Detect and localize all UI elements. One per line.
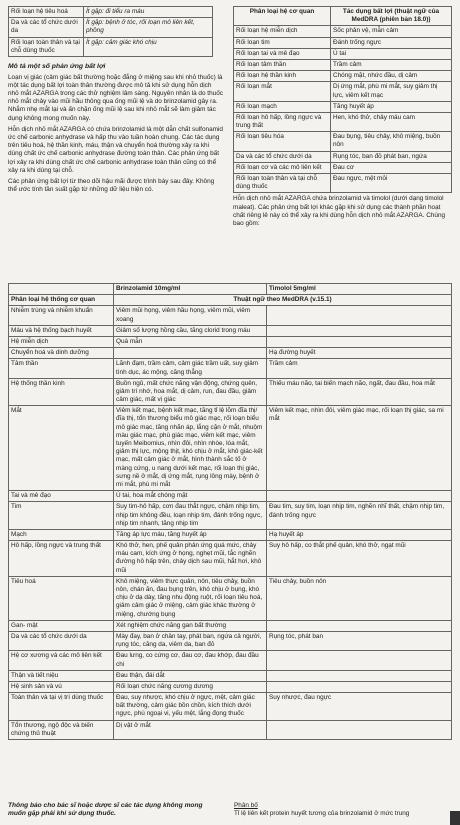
table-row — [9, 491, 452, 502]
cell-brinz: Giảm số lượng hồng cầu, tăng clorid trong máu — [114, 325, 267, 336]
table-row: Rối loạn tiêu hóa Đau bụng, tiêu chảy, khô miệng, buồn nôn — [234, 132, 452, 151]
paragraph: Các phản ứng bất lợi từ theo dõi hậu mãi được trình bày sau đây. Không thể ước tính tần suất gặp từ những dữ liệu hiện có. — [8, 177, 215, 194]
cell-brinz: Đau thận, đái dắt — [114, 670, 267, 681]
cell-organ: Toàn thân và tại vị trí dùng thuốc — [9, 693, 114, 721]
cell-brinz: Đau, suy nhược, khó chịu ở ngực, mệt, cảm giác bất thường, cảm giác bồn chồn, kích thích dưới ngực, phù ngoại vi, yếu mệt, lắng đọng thuốc — [114, 693, 267, 721]
cell-organ: Da và các tổ chức dưới da — [9, 631, 114, 650]
table-row: Rối loạn hô hấp, lồng ngực và trung thất Hen, khó thở, chảy máu cam — [234, 112, 452, 131]
cell-organ: Tâm thần — [9, 359, 114, 378]
table-row — [9, 720, 452, 739]
table-row — [9, 541, 452, 577]
top-section — [8, 6, 452, 283]
cell-organ: Hệ sinh sản và vú — [9, 681, 114, 692]
cell-brinz: Khô miệng, viêm thực quản, nôn, tiêu chảy, buồn nôn, chán ăn, đau bụng trên, khó chịu ở bụng, khó chịu ở dạ dày, tăng nhu động ruột, rối loạn tiêu hoá, giảm cảm giác ở miệng, cảm giác khác thường ở miệng, chướng bụng — [114, 576, 267, 620]
table-row: Rối loạn hệ tiêu hoá Ít gặp: đi tiểu ra máu — [9, 7, 213, 18]
table-row — [9, 651, 452, 670]
cell-brinz: Quá mẫn — [114, 336, 267, 347]
table-row: Da và các tổ chức dưới da Ít gặp: bệnh ở tóc, rối loạn mô liên kết, phồng — [9, 18, 213, 37]
cell-brinz: Suy tim-hô hấp, cơn đau thắt ngực, chậm nhịp tim, nhịp tim không đều, loạn nhịp tim, đánh trống ngực, nhịp tim nhanh, tăng nhịp tim — [114, 502, 267, 530]
postmarketing-table — [233, 6, 452, 193]
cell-timolol: Suy hô hấp, co thắt phế quản, khó thở, ngạt mũi — [267, 541, 452, 577]
paragraph: Hỗn dịch nhỏ mắt AZARGA chứa brinzolamid và timolol (dưới dạng timolol maleat). Các phản ứng bất lợi khác gặp khi sử dụng các thành phần hoạt chất riêng lẻ này có thể xảy ra khi dùng hỗn dịch nhỏ mắt AZARGA. Chúng bao gồm: — [233, 195, 446, 227]
page-tab-marker — [450, 811, 460, 825]
cell-organ: Chuyển hoá và dinh dưỡng — [9, 348, 114, 359]
cell-timolol — [267, 681, 452, 692]
table-row — [9, 631, 452, 650]
cell-timolol: Hạ đường huyết — [267, 348, 452, 359]
table-row — [9, 306, 452, 325]
table-row: Da và các tổ chức dưới da Rụng tóc, ban đỏ phát ban, ngứa — [234, 151, 452, 162]
table-header-row: Phân loại hệ cơ quan Tác dụng bất lợi (thuật ngữ của MedDRA (phiên bản 18.0)) — [234, 7, 452, 26]
table-row — [9, 348, 452, 359]
cell-brinz: Mày đay, ban ở chân tay, phát ban, ngứa cả người, rụng tóc, căng da, viêm da, ban đỏ — [114, 631, 267, 650]
table-row — [9, 681, 452, 692]
table-body — [9, 306, 452, 740]
cell-timolol — [267, 306, 452, 325]
cell-organ: Mắt — [9, 406, 114, 491]
table-row — [9, 359, 452, 378]
table-row — [9, 378, 452, 406]
table-row: Rối loạn mắt Dị ứng mắt, phù mi mắt, suy giảm thị lực, viêm kết mạc — [234, 82, 452, 101]
cell-organ: Hệ thống thần kinh — [9, 378, 114, 406]
cell-brinz: Viêm kết mạc, bệnh kết mạc, tăng tỉ lệ lõm đĩa thị/ đĩa thị, tổn thương biểu mô giác mạc, rối loạn biểu mô giác mạc, tăng nhãn áp, lắng cặn ở mắt, nhuộm màu giác mạc, phù giác mạc, viêm kết mạc, viêm tuyến Meibomius, nhìn đôi, nhìn nhòe, lóa mắt, giảm thị lực, mộng thịt, khó chịu ở mắt, khô giác-kết mạc, mất cảm giác ở mắt, hình thành sắc tố ở màng cứng, u nang dưới kết mạc, rối loạn thị giác, sưng nề ở mắt, dị ứng mắt, rụng lông mày, bệnh ở mi mắt, phù mi mắt — [114, 406, 267, 491]
distribution-section — [234, 802, 452, 818]
left-column — [8, 6, 223, 197]
table-row: Rối loạn cơ và các mô liên kết Đau cơ — [234, 162, 452, 173]
table-row: Rối loạn hệ miễn dịch Sốc phản vệ, mẫn cảm — [234, 26, 452, 37]
cell-timolol: Hạ huyết áp — [267, 529, 452, 540]
cell-timolol: Trầm cảm — [267, 359, 452, 378]
cell-timolol — [267, 336, 452, 347]
cell-brinz: Viêm mũi họng, viêm hầu họng, viêm mũi, viêm xoang — [114, 306, 267, 325]
adverse-reactions-table — [8, 283, 452, 740]
cell-organ: Hệ miễn dịch — [9, 336, 114, 347]
table-row — [9, 529, 452, 540]
section-heading: Mô tả một số phản ứng bất lợi — [8, 62, 106, 70]
cell-organ: Tim — [9, 502, 114, 530]
intro-table — [8, 6, 213, 57]
table-row: Rối loạn toàn thân và tại chỗ dùng thuốc Đau ngực, mệt mỏi — [234, 174, 452, 193]
cell-organ: Gan- mật — [9, 620, 114, 631]
cell-timolol: Viêm kết mạc, nhìn đôi, viêm giác mạc, rối loạn thị giác, sa mi mắt — [267, 406, 452, 491]
cell-timolol — [267, 651, 452, 670]
cell-timolol: Đau tim, suy tim, loạn nhịp tim, nghẽn nhĩ thất, chậm nhịp tim, đánh trống ngực — [267, 502, 452, 530]
cell-timolol: Tiêu chảy, buồn nôn — [267, 576, 452, 620]
cell-brinz: Rối loạn chức năng cương dương — [114, 681, 267, 692]
right-column — [233, 6, 452, 231]
table-row: Rối loạn toàn thân và tại chỗ dùng thuốc Ít gặp: cảm giác khó chịu — [9, 37, 213, 56]
table-row — [9, 693, 452, 721]
cell-organ: Hô hấp, lồng ngực và trung thất — [9, 541, 114, 577]
table-row — [9, 576, 452, 620]
warning-text: Thông báo cho bác sĩ hoặc dược sĩ các tác dụng không mong muốn gặp phải khi sử dụng thuốc. — [8, 802, 203, 818]
cell-timolol: Suy nhược, đau ngực — [267, 693, 452, 721]
cell-brinz: Xét nghiệm chức năng gan bất thường — [114, 620, 267, 631]
cell-brinz: Khó thở, hen, phế quản phản ứng quá mức, chảy máu cam, kích ứng ở họng, nghẹt mũi, tắc nghẽn đường hô hấp trên, chảy dịch sau mũi, hắt hơi, khô mũi — [114, 541, 267, 577]
table-row: Rối loạn hệ thần kinh Chóng mặt, nhức đầu, dị cảm — [234, 71, 452, 82]
table-row — [9, 502, 452, 530]
cell-timolol — [267, 620, 452, 631]
cell-brinz — [114, 348, 267, 359]
table-subheader-row: Phân loại hệ thống cơ quan Thuật ngữ theo MedDRA (v.15.1) — [9, 295, 452, 306]
paragraph: Loạn vị giác (cảm giác bất thường hoặc đắng ở miệng sau khi nhỏ thuốc) là một tác dụng bất lợi toàn thân thường được mô tả khi sử dụng hỗn dịch nhỏ mắt AZARGA trong các thử nghiệm lâm sàng. Nguyên nhân là do thuốc nhỏ mắt chảy vào mũi hầu thông qua ống mũi lệ và do brinzolamid gây ra. Nhắm nhẹ mắt lại và ấn chặn ống mũi lệ sau khi nhỏ mắt sẽ làm giảm tác dụng không mong muốn này. — [8, 73, 223, 122]
table-row: Rối loạn mạch Tăng huyết áp — [234, 101, 452, 112]
table-row: Rối loạn tim Đánh trống ngực — [234, 37, 452, 48]
cell-timolol: Rụng tóc, phát ban — [267, 631, 452, 650]
cell-brinz: Buồn ngủ, mất chức năng vận động, chứng quên, giảm trí nhớ, hoa mắt, dị cảm, run, đau đầu, giảm cảm giác, mất vị giác — [114, 378, 267, 406]
cell-timolol — [267, 491, 452, 502]
cell-organ: Mạch — [9, 529, 114, 540]
cell-brinz: Dị vật ở mắt — [114, 720, 267, 739]
cell-brinz: Lãnh đạm, trầm cảm, cảm giác trầm uất, suy giảm tình dục, ác mộng, căng thẳng — [114, 359, 267, 378]
cell-organ: Hệ cơ xương và các mô liên kết — [9, 651, 114, 670]
cell-brinz: Đau lưng, co cứng cơ, đau cơ, đau khớp, đau đầu chi — [114, 651, 267, 670]
table-row — [9, 620, 452, 631]
cell-brinz: Tăng áp lực máu, tăng huyết áp — [114, 529, 267, 540]
cell-timolol — [267, 670, 452, 681]
table-row: Rối loạn tâm thần Trầm cảm — [234, 59, 452, 70]
distribution-heading: Phân bố — [234, 802, 258, 809]
cell-timolol — [267, 720, 452, 739]
table-row — [9, 406, 452, 491]
cell-timolol: Thiếu máu não, tai biến mạch não, ngất, đau đầu, hoa mắt — [267, 378, 452, 406]
cell-organ: Thận và tiết niệu — [9, 670, 114, 681]
distribution-text: Tỉ lệ liên kết protein huyết tương của brinzolamid ở mức trung — [234, 810, 410, 818]
cell-organ: Máu và hệ thống bạch huyết — [9, 325, 114, 336]
table-row: Rối loạn tai và mê đạo Ù tai — [234, 48, 452, 59]
cell-organ: Tổn thương, ngộ độc và biến chứng thủ thuật — [9, 720, 114, 739]
cell-organ: Tai và mê đạo — [9, 491, 114, 502]
table-row — [9, 336, 452, 347]
paragraph: Hỗn dịch nhỏ mắt AZARGA có chứa brinzolamid là một dẫn chất sulfonamid ức chế carbonic anhydrase và hấp thu vào tuần hoàn chung. Các tác dụng trên tiêu hoá, hệ thần kinh, máu, thận và chuyển hoá thường xảy ra khi dùng chất ức chế carbonic anhydrase đường toàn thân. Các phản ứng bất lợi xảy ra khi dùng chất ức chế carbonic anhydrase toàn thân cũng có thể xảy ra khi dùng tại chỗ. — [8, 125, 223, 174]
table-header-row: Brinzolamid 10mg/ml Timolol 5mg/ml — [9, 284, 452, 295]
cell-organ: Nhiễm trùng và nhiễm khuẩn — [9, 306, 114, 325]
cell-timolol — [267, 325, 452, 336]
cell-brinz: Ù tai, hoa mắt chóng mặt — [114, 491, 267, 502]
table-row — [9, 670, 452, 681]
cell-organ: Tiêu hoá — [9, 576, 114, 620]
table-row — [9, 325, 452, 336]
